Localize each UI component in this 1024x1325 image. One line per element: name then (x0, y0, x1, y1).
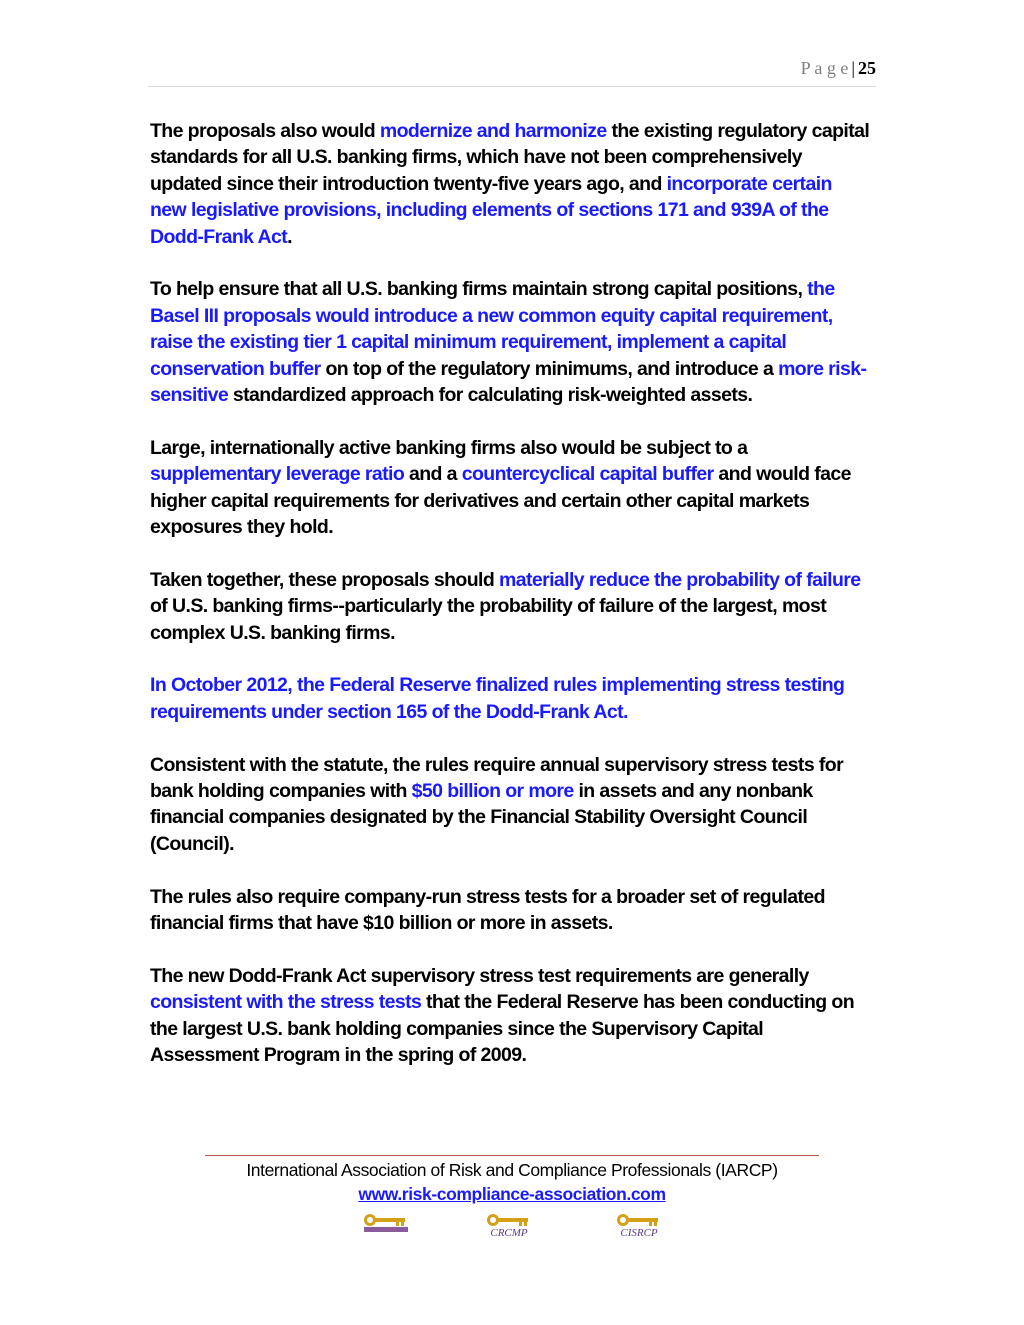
paragraph (150, 963, 870, 1069)
body-text: and a (404, 463, 462, 486)
footer-url-link[interactable]: www.risk-compliance-association.com (358, 1184, 666, 1204)
body-text: the existing regulatory capital standards for all U.S. banking firms, which have not been comprehensively updated since their introduction twenty-five years ago, and (150, 120, 870, 195)
page-number: 25 (858, 58, 876, 78)
paragraph (150, 435, 870, 541)
document-body (150, 118, 870, 1095)
highlighted-text: In October 2012, the Federal Reserve finalized rules implementing stress testing requirements under section 165 of the Dodd-Frank Act. (150, 674, 845, 723)
body-text: in assets and any nonbank financial companies designated by the Financial Stability Oversight Council (Council). (150, 780, 813, 855)
body-text: The proposals also would (150, 120, 380, 142)
body-text: on top of the regulatory minimums, and introduce a (320, 357, 779, 380)
highlighted-text: the Basel III proposals would introduce a new common equity capital requirement, raise the existing tier 1 capital minimum requirement, implement a capital conservation buffer (150, 278, 835, 380)
cisrcp-key-logo-icon (615, 1212, 663, 1242)
body-text: . (287, 225, 292, 248)
body-text: standardized approach for calculating risk-weighted assets. (228, 384, 753, 407)
logo-caption: CISRCP (620, 1227, 658, 1239)
footer-organization: International Association of Risk and Compliance Professionals (IARCP) (246, 1160, 778, 1180)
highlighted-text: countercyclical capital buffer (461, 463, 714, 486)
page-header (148, 58, 876, 87)
crcmp-key-logo-icon (485, 1212, 533, 1242)
paragraph (150, 118, 870, 250)
footer (205, 1155, 819, 1206)
paragraph (150, 752, 870, 858)
highlighted-text: incorporate certain new legislative provisions, including elements of sections 171 and 939A of the Dodd-Frank Act (150, 172, 832, 248)
body-text: Consistent with the statute, the rules require annual supervisory stress tests for bank holding companies with (150, 753, 844, 803)
body-text: that the Federal Reserve has been conducting on the largest U.S. bank holding companies since the Supervisory Capital Assessment Program in the spring of 2009. (150, 991, 855, 1067)
body-text: To help ensure that all U.S. banking firms maintain strong capital positions, (150, 278, 808, 301)
highlighted-text: $50 billion or more (411, 780, 574, 803)
highlighted-text: materially reduce the probability of failure (498, 568, 861, 591)
paragraph (150, 884, 870, 937)
body-text: of U.S. banking firms--particularly the probability of failure of the largest, most complex U.S. banking firms. (150, 595, 827, 644)
page-separator: | (851, 58, 855, 78)
certification-logos (0, 1212, 1024, 1252)
body-text: Taken together, these proposals should (150, 568, 499, 591)
logo-caption: CRCMP (490, 1227, 528, 1239)
highlighted-text: modernize and harmonize (379, 120, 607, 142)
page-label: P a g e (800, 58, 849, 78)
body-text: and would face higher capital requirements for derivatives and certain other capital markets exposures they hold. (150, 463, 851, 539)
paragraph (150, 672, 870, 725)
iarcp-key-logo-icon (362, 1212, 410, 1242)
highlighted-text: more risk-sensitive (150, 357, 867, 407)
paragraph (150, 276, 870, 408)
body-text: The rules also require company-run stress tests for a broader set of regulated financial firms that have $10 billion or more in assets. (150, 885, 825, 935)
body-text: Large, internationally active banking firms also would be subject to a (150, 436, 748, 459)
highlighted-text: consistent with the stress tests (150, 991, 422, 1014)
paragraph (150, 567, 870, 646)
body-text: The new Dodd-Frank Act supervisory stress test requirements are generally (150, 964, 809, 987)
highlighted-text: supplementary leverage ratio (150, 463, 405, 486)
